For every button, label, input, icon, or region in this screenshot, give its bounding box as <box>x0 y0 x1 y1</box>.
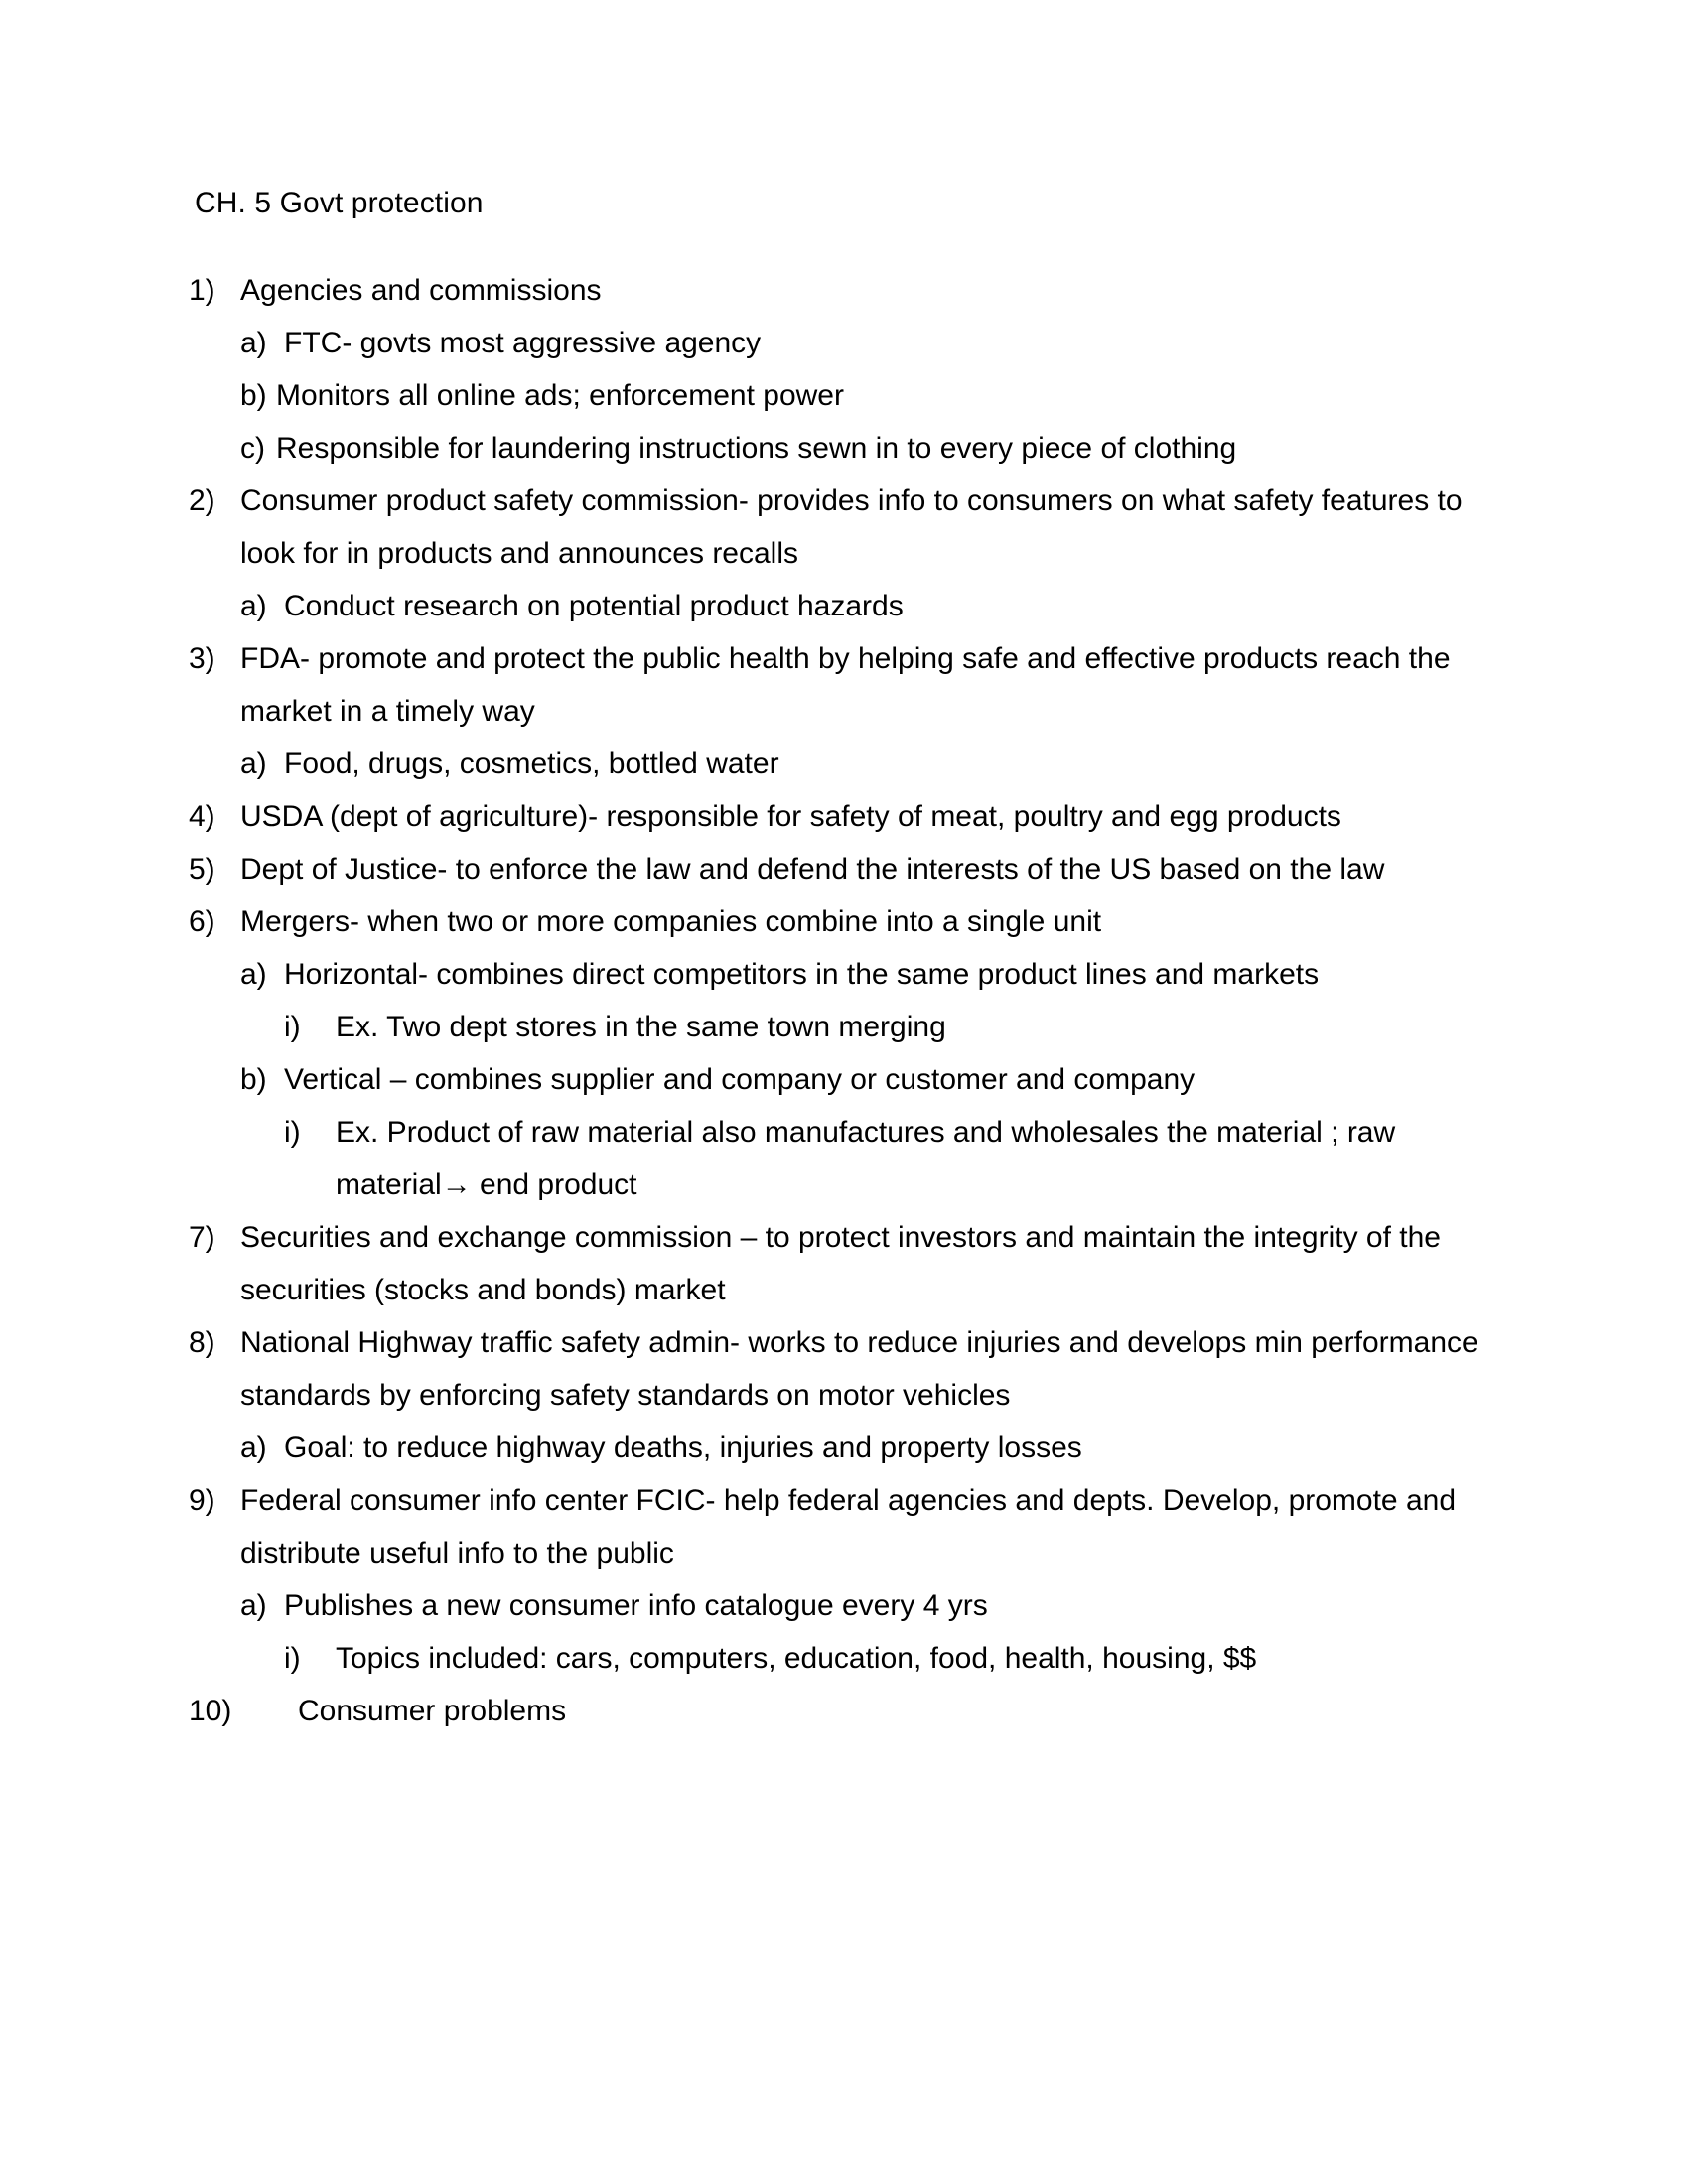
outline-item-text: Ex. Product of raw material also manufactures and wholesales the material ; raw material→ end product <box>336 1116 1396 1201</box>
outline-item-text: Publishes a new consumer info catalogue every 4 yrs <box>284 1589 988 1622</box>
outline-item <box>189 422 1489 475</box>
outline-item-text: USDA (dept of agriculture)- responsible for safety of meat, poultry and egg products <box>240 800 1341 833</box>
outline-item-text: Topics included: cars, computers, education, food, health, housing, $$ <box>336 1642 1257 1675</box>
outline-item-text: Dept of Justice- to enforce the law and defend the interests of the US based on the law <box>240 853 1385 886</box>
outline-item-marker: 9) <box>189 1484 215 1517</box>
outline-item-marker: a) <box>240 958 267 991</box>
outline-item-marker: i) <box>284 1011 301 1043</box>
page-title: CH. 5 Govt protection <box>195 187 484 219</box>
outline-item-text: Consumer problems <box>298 1695 567 1727</box>
outline-item <box>189 369 1489 422</box>
outline-item-text: Mergers- when two or more companies combine into a single unit <box>240 905 1102 938</box>
outline-item-text: Conduct research on potential product hazards <box>284 590 904 622</box>
outline-item-text: Consumer product safety commission- provides info to consumers on what safety features to look for in products and announces recalls <box>240 484 1463 570</box>
outline-item-text: Horizontal- combines direct competitors in the same product lines and markets <box>284 958 1320 991</box>
outline-item-text: Food, drugs, cosmetics, bottled water <box>284 748 779 780</box>
outline-item-marker: a) <box>240 1432 267 1464</box>
outline-item <box>189 843 1489 895</box>
outline-item-marker: 2) <box>189 484 215 517</box>
outline-item <box>189 1632 1489 1685</box>
outline-item <box>189 1422 1489 1474</box>
outline-item-text: Agencies and commissions <box>240 274 602 307</box>
outline-item-text: Responsible for laundering instructions sewn in to every piece of clothing <box>276 432 1237 465</box>
outline-item-marker: 1) <box>189 274 215 307</box>
outline-item-text: Monitors all online ads; enforcement power <box>276 379 844 412</box>
outline-list <box>189 264 1489 1737</box>
outline-item-marker: 4) <box>189 800 215 833</box>
outline-item-marker: 5) <box>189 853 215 886</box>
outline-item-marker: a) <box>240 327 267 359</box>
outline-item <box>189 317 1489 369</box>
outline-item-marker: c) <box>240 432 265 465</box>
outline-item <box>189 580 1489 632</box>
outline-item <box>189 738 1489 790</box>
outline-item-marker: 8) <box>189 1326 215 1359</box>
outline-item <box>189 948 1489 1001</box>
outline-item-marker: i) <box>284 1642 301 1675</box>
outline-item-text: FTC- govts most aggressive agency <box>284 327 762 359</box>
outline-item <box>189 1474 1489 1579</box>
outline-item-marker: a) <box>240 748 267 780</box>
outline-item <box>189 1106 1489 1211</box>
outline-item-marker: a) <box>240 590 267 622</box>
outline-item <box>189 475 1489 580</box>
outline-item-marker: 6) <box>189 905 215 938</box>
outline-item <box>189 1685 1489 1737</box>
outline-item-text: Securities and exchange commission – to protect investors and maintain the integrity of the securities (stocks and bonds) market <box>240 1221 1441 1306</box>
outline-item-text: Ex. Two dept stores in the same town merging <box>336 1011 946 1043</box>
outline-item-text: Federal consumer info center FCIC- help federal agencies and depts. Develop, promote and distribute useful info to the public <box>240 1484 1457 1570</box>
outline-item-marker: i) <box>284 1116 301 1149</box>
outline-item <box>189 1001 1489 1053</box>
outline-item-marker: 3) <box>189 642 215 675</box>
outline-item <box>189 632 1489 738</box>
outline-item-text: National Highway traffic safety admin- works to reduce injuries and develops min performance standards by enforcing safety standards on motor vehicles <box>240 1326 1478 1412</box>
outline-item-marker: 10) <box>189 1695 232 1727</box>
outline-item-marker: b) <box>240 379 267 412</box>
outline-item-marker: a) <box>240 1589 267 1622</box>
outline-item <box>189 1316 1489 1422</box>
outline-item <box>189 1211 1489 1316</box>
outline-item-text: FDA- promote and protect the public health by helping safe and effective products reach the market in a timely way <box>240 642 1451 728</box>
outline-item <box>189 1053 1489 1106</box>
outline-item-marker: b) <box>240 1063 267 1096</box>
outline-item-text: Vertical – combines supplier and company or customer and company <box>284 1063 1196 1096</box>
outline-item <box>189 895 1489 948</box>
outline-item-text: Goal: to reduce highway deaths, injuries and property losses <box>284 1432 1082 1464</box>
outline-item <box>189 790 1489 843</box>
outline-item <box>189 264 1489 317</box>
outline-item-marker: 7) <box>189 1221 215 1254</box>
outline-item <box>189 1579 1489 1632</box>
